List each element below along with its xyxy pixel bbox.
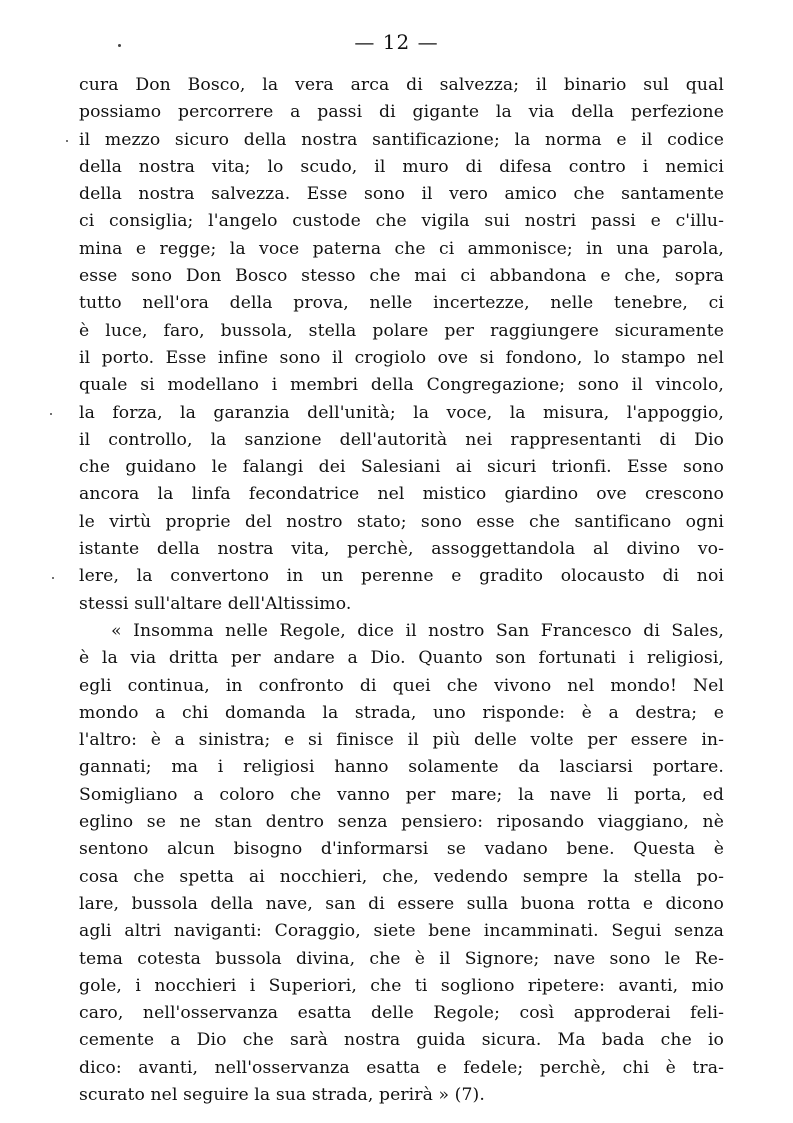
text-line: gole, i nocchieri i Superiori, che ti sogliono ripetere: avanti, mio <box>79 975 724 996</box>
text-line: cemente a Dio che sarà nostra guida sicura. Ma bada che io <box>79 1030 724 1051</box>
text-line: che guidano le falangi dei Salesiani ai sicuri trionfi. Esse sono <box>79 457 724 478</box>
text-line: il porto. Esse infine sono il crogiolo ove si fondono, lo stampo nel <box>79 347 724 368</box>
text-line: le virtù proprie del nostro stato; sono esse che santificano ogni <box>79 511 724 532</box>
text-line: possiamo percorrere a passi di gigante la via della perfezione <box>79 102 724 123</box>
paragraph-end-line: scurato nel seguire la sua strada, perirà » (7). <box>79 1084 485 1105</box>
text-line: eglino se ne stan dentro senza pensiero: riposando viaggiano, nè <box>79 812 724 833</box>
text-line: egli continua, in confronto di quei che vivono nel mondo! Nel <box>79 675 724 696</box>
scan-speck <box>66 140 68 142</box>
scan-speck <box>118 44 121 47</box>
text-line: agli altri naviganti: Coraggio, siete bene incamminati. Segui senza <box>79 921 724 942</box>
text-line: della nostra vita; lo scudo, il muro di difesa contro i nemici <box>79 156 724 177</box>
body-text <box>79 72 724 1109</box>
text-line: cosa che spetta ai nocchieri, che, vedendo sempre la stella po- <box>79 866 724 887</box>
text-line: cura Don Bosco, la vera arca di salvezza; il binario sul qual <box>79 75 724 95</box>
page-number: — 12 — <box>354 30 439 54</box>
text-line: mina e regge; la voce paterna che ci ammonisce; in una parola, <box>79 238 724 259</box>
text-line: ci consiglia; l'angelo custode che vigila sui nostri passi e c'illu- <box>79 211 724 232</box>
text-line: il mezzo sicuro della nostra santificazione; la norma e il codice <box>79 129 724 150</box>
text-line: sentono alcun bisogno d'informarsi se vadano bene. Questa è <box>79 839 724 860</box>
quote-start-line: « Insomma nelle Regole, dice il nostro San Francesco di Sales, <box>111 620 724 641</box>
text-line: la forza, la garanzia dell'unità; la voce, la misura, l'appoggio, <box>79 402 724 423</box>
text-line: dico: avanti, nell'osservanza esatta e fedele; perchè, chi è tra- <box>79 1057 724 1078</box>
text-line: il controllo, la sanzione dell'autorità nei rappresentanti di Dio <box>79 429 724 450</box>
text-line: quale si modellano i membri della Congregazione; sono il vincolo, <box>79 375 724 396</box>
text-line: istante della nostra vita, perchè, assoggettandola al divino vo- <box>79 539 724 560</box>
text-line: della nostra salvezza. Esse sono il vero amico che santamente <box>79 184 724 205</box>
text-line: l'altro: è a sinistra; e si finisce il più delle volte per essere in- <box>79 730 724 751</box>
text-line: lare, bussola della nave, san di essere sulla buona rotta e dicono <box>79 893 724 914</box>
text-line: gannati; ma i religiosi hanno solamente da lasciarsi portare. <box>79 757 724 778</box>
paragraph-end-line: stessi sull'altare dell'Altissimo. <box>79 593 352 614</box>
text-line: caro, nell'osservanza esatta delle Regole; così approderai feli- <box>79 1003 724 1024</box>
text-line: è luce, faro, bussola, stella polare per raggiungere sicuramente <box>79 320 724 341</box>
text-line: tutto nell'ora della prova, nelle incertezze, nelle tenebre, ci <box>79 293 724 314</box>
scan-speck <box>50 413 52 415</box>
scan-speck <box>52 577 54 579</box>
text-line: Somigliano a coloro che vanno per mare; la nave li porta, ed <box>79 784 724 805</box>
text-line: ancora la linfa fecondatrice nel mistico giardino ove crescono <box>79 484 724 505</box>
text-line: mondo a chi domanda la strada, uno risponde: è a destra; e <box>79 702 724 723</box>
text-line: tema cotesta bussola divina, che è il Signore; nave sono le Re- <box>79 948 724 969</box>
text-line: esse sono Don Bosco stesso che mai ci abbandona e che, sopra <box>79 266 724 287</box>
text-line: lere, la convertono in un perenne e gradito olocausto di noi <box>79 566 724 587</box>
text-line: è la via dritta per andare a Dio. Quanto son fortunati i religiosi, <box>79 648 724 669</box>
